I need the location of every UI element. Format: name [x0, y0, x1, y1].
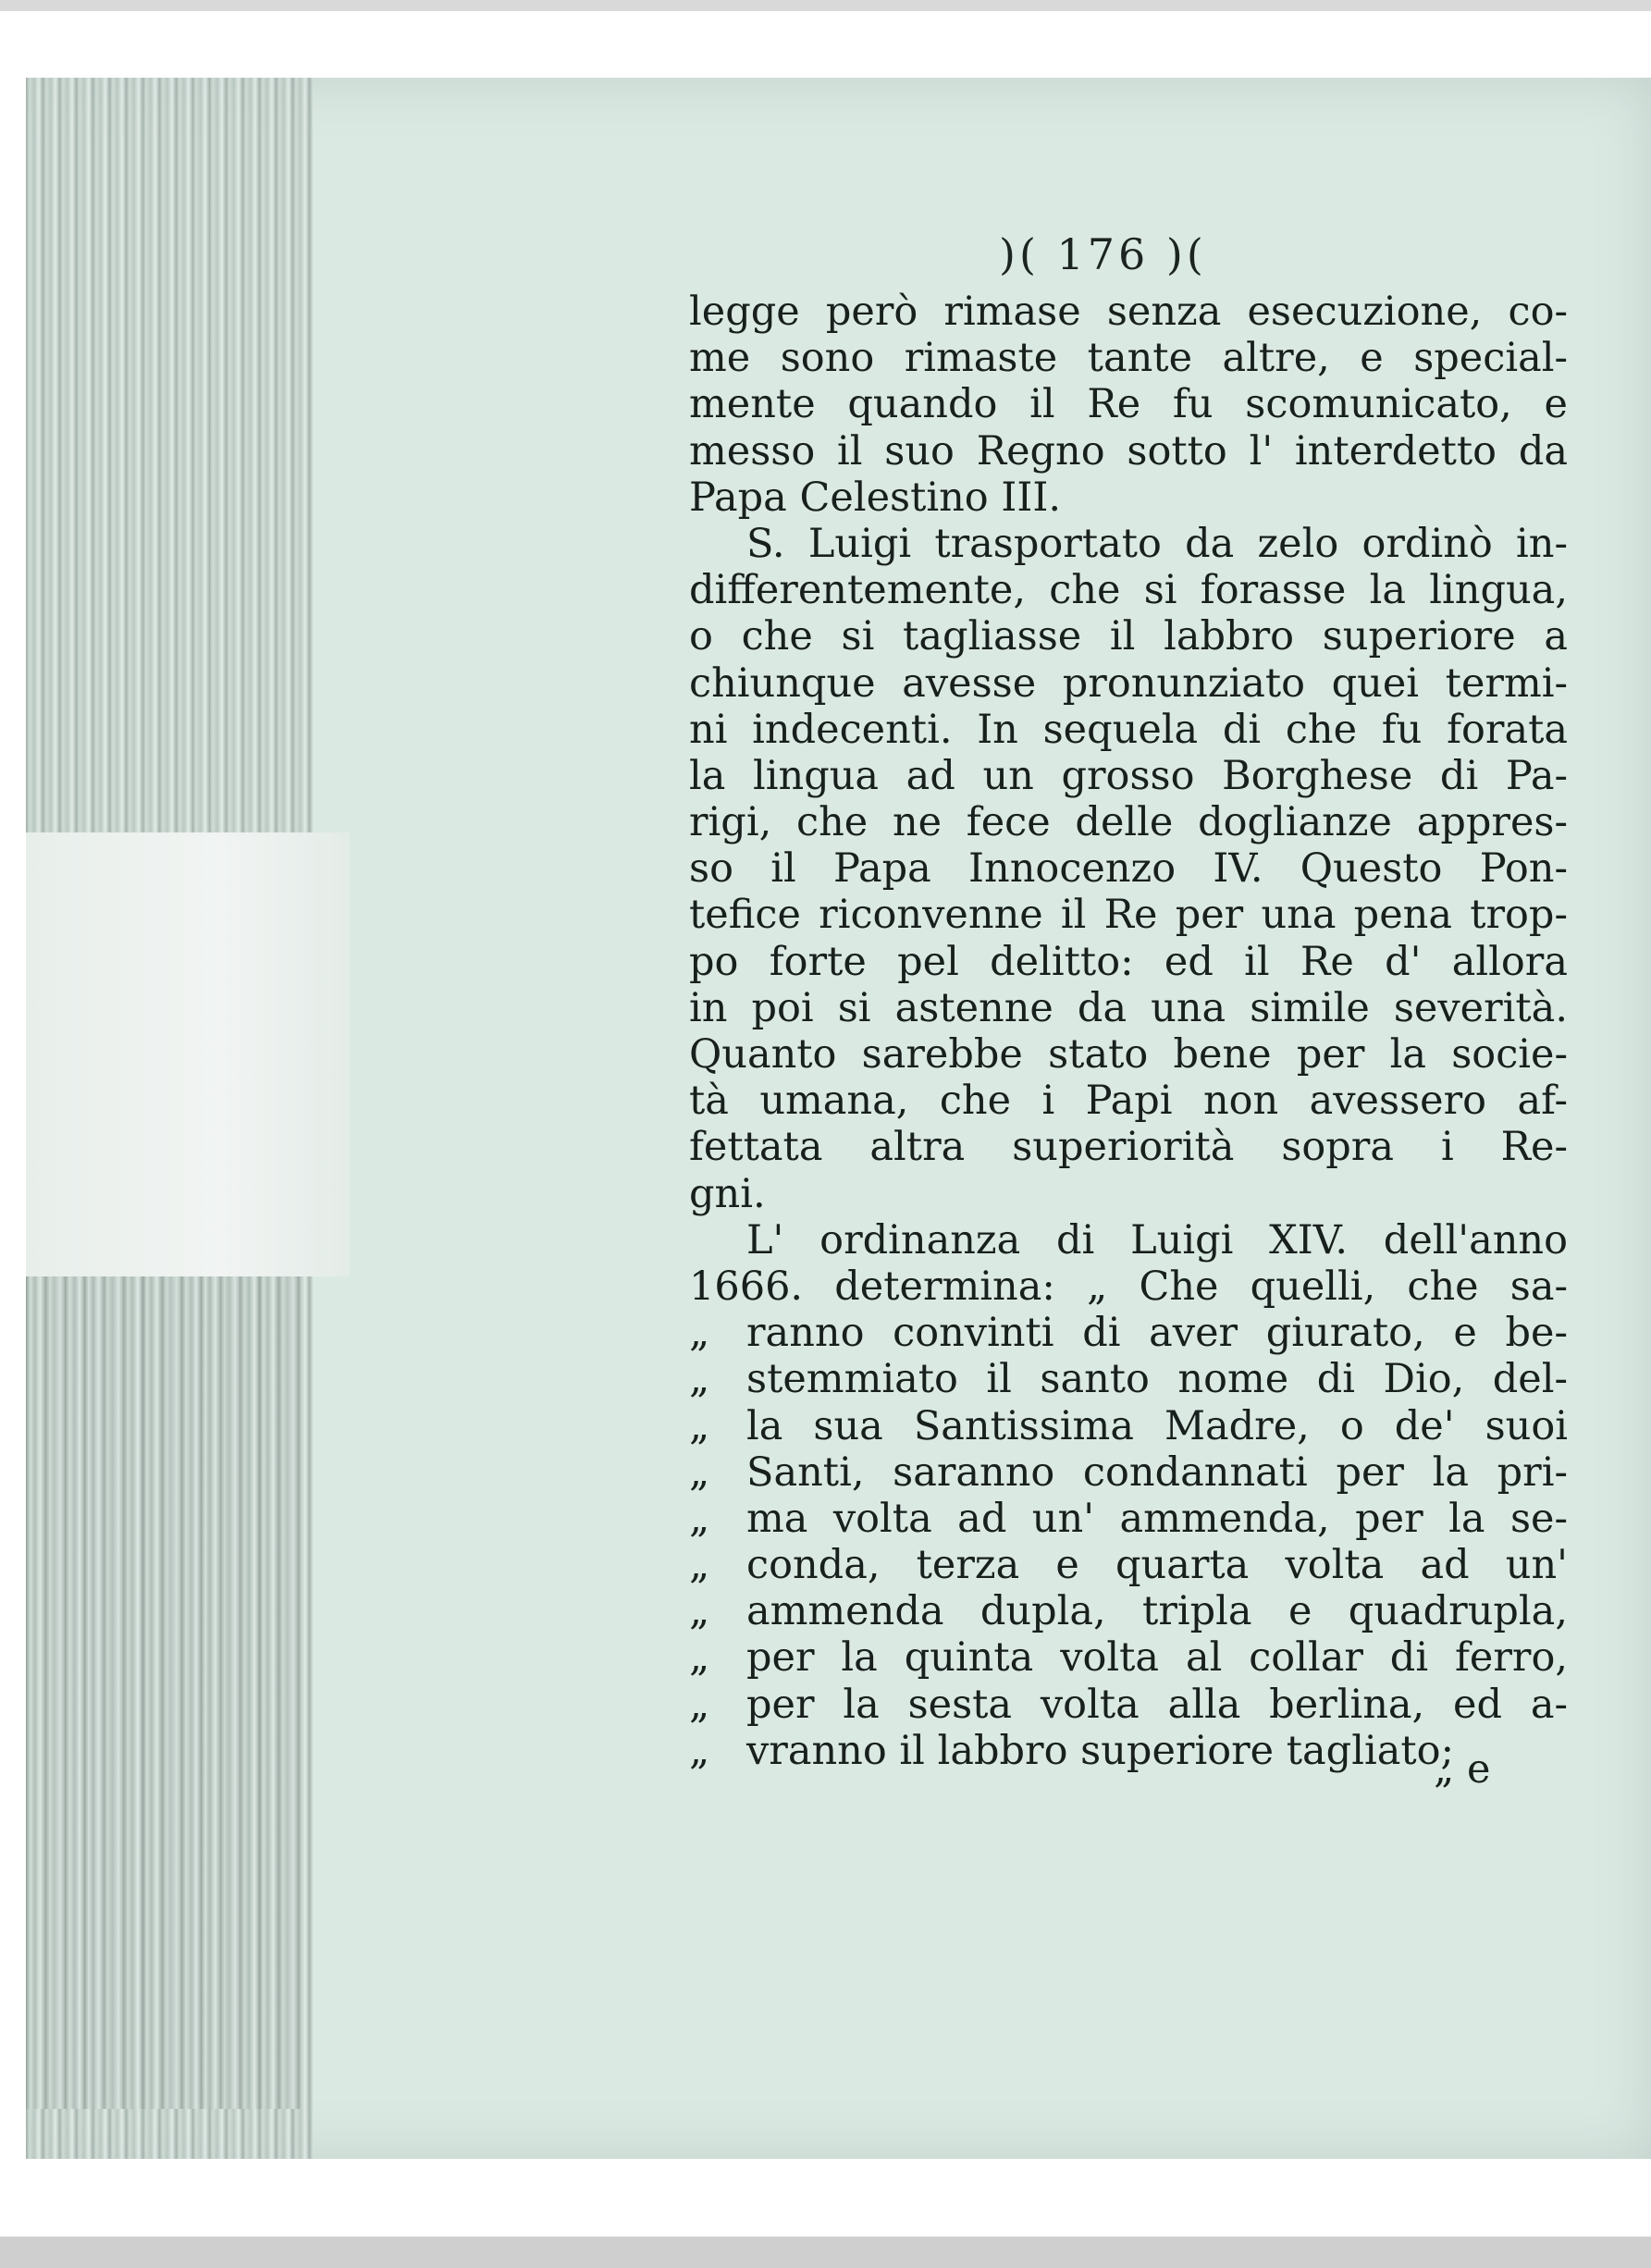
text-line: fettata altra superiorità sopra i Re- [689, 1124, 1568, 1171]
quote-mark: „ [689, 1542, 710, 1589]
quote-mark: „ [689, 1402, 710, 1449]
quote-mark: „ [689, 1681, 710, 1728]
quoted-line [689, 1588, 1568, 1634]
quoted-line [689, 1449, 1568, 1496]
page-edges-lower-texture [26, 1276, 303, 2109]
text-block [689, 289, 1568, 1774]
text-line: gni. [689, 1170, 766, 1217]
quoted-line [689, 1634, 1568, 1681]
text-line: ammenda dupla, tripla e quadrupla, [746, 1588, 1568, 1635]
scan-bottom-border [0, 2237, 1651, 2268]
quote-mark: „ [689, 1495, 710, 1542]
text-line: ranno convinti di aver giurato, e be- [746, 1310, 1568, 1357]
text-line: legge però rimase senza esecuzione, co- [689, 289, 1568, 335]
page-number: )( 176 )( [999, 229, 1207, 279]
text-line: tà umana, che i Papi non avessero af- [689, 1078, 1568, 1125]
text-line: tefice riconvenne il Re per una pena trop- [689, 892, 1568, 939]
quoted-line [689, 1356, 1568, 1402]
text-line: so il Papa Innocenzo IV. Questo Pon- [689, 845, 1568, 893]
text-line: S. Luigi trasportato da zelo ordinò in- [746, 520, 1568, 567]
text-line: vranno il labbro superiore tagliato; [746, 1727, 1454, 1774]
quoted-line [689, 1682, 1568, 1728]
text-line: per la sesta volta alla berlina, ed a- [746, 1681, 1568, 1728]
quote-mark: „ [689, 1356, 710, 1403]
text-line: in poi si astenne da una simile severità. [689, 984, 1568, 1031]
scan-top-border [0, 0, 1651, 11]
text-line: la lingua ad un grosso Borghese di Pa- [689, 752, 1568, 799]
text-line: o che si tagliasse il labbro superiore a [689, 613, 1568, 660]
text-line: differentemente, che si forasse la lingua, [689, 567, 1568, 614]
quote-mark: „ [689, 1634, 710, 1682]
text-line: messo il suo Regno sotto l' interdetto da [689, 427, 1568, 475]
text-line: mente quando il Re fu scomunicato, e [689, 381, 1568, 428]
text-line: conda, terza e quarta volta ad un' [746, 1542, 1568, 1589]
text-line: po forte pel delitto: ed il Re d' allora [689, 938, 1568, 985]
text-line: stemmiato il santo nome di Dio, del- [746, 1356, 1568, 1403]
quote-mark: „ [689, 1588, 710, 1635]
text-line: Santi, saranno condannati per la pri- [746, 1448, 1568, 1496]
quote-mark: „ [689, 1310, 710, 1357]
text-line: Papa Celestino III. [689, 474, 1061, 521]
text-line: me sono rimaste tante altre, e special- [689, 335, 1568, 382]
page-edges-blur-band [26, 832, 350, 1276]
text-line: 1666. determina: „ Che quelli, che sa- [689, 1263, 1568, 1310]
text-line: ma volta ad un' ammenda, per la se- [746, 1495, 1568, 1542]
text-line: L' ordinanza di Luigi XIV. dell'anno [746, 1216, 1568, 1263]
text-line: la sua Santissima Madre, o de' suoi [746, 1402, 1568, 1449]
text-line: rigi, che ne fece delle doglianze appres- [689, 799, 1568, 846]
text-line: chiunque avesse pronunziato quei termi- [689, 659, 1568, 707]
quoted-line [689, 1310, 1568, 1356]
quoted-line [689, 1403, 1568, 1449]
text-line: ni indecenti. In sequela di che fu forata [689, 706, 1568, 753]
text-line: per la quinta volta al collar di ferro, [746, 1634, 1568, 1682]
quote-mark: „ [689, 1448, 710, 1496]
quoted-line [689, 1542, 1568, 1588]
text-line: Quanto sarebbe stato bene per la socie- [689, 1031, 1568, 1078]
catchword: „ e [1434, 1746, 1491, 1793]
quoted-line [689, 1496, 1568, 1542]
quote-mark: „ [689, 1727, 710, 1774]
